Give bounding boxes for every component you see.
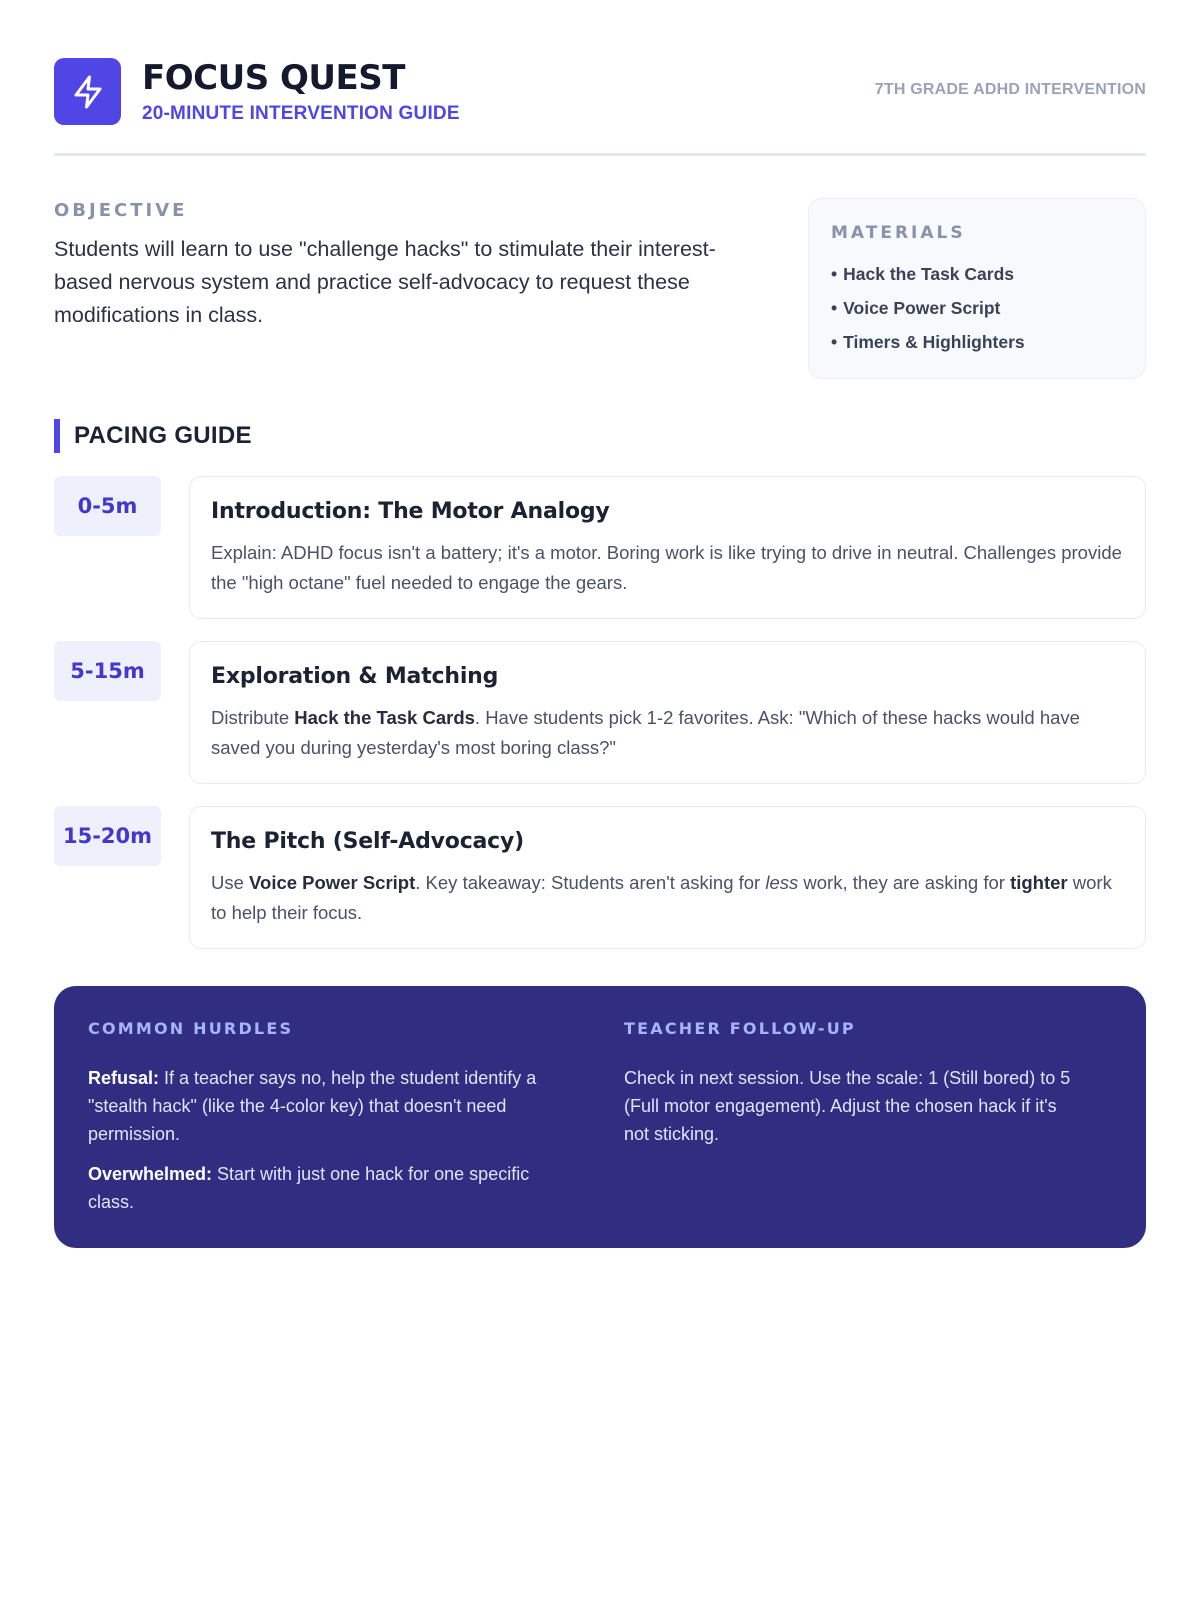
pacing-step — [54, 476, 1146, 619]
grade-label: 7TH GRADE ADHD INTERVENTION — [874, 81, 1146, 98]
hurdle-item: Overwhelmed: Start with just one hack for one specific class. — [88, 1164, 530, 1212]
pacing-step-card — [189, 476, 1146, 619]
pacing-step-description: Distribute Hack the Task Cards. Have students pick 1-2 favorites. Ask: "Which of these hacks would have saved you during yesterday's most boring class?" — [211, 707, 1080, 758]
pacing-step-title: Introduction: The Motor Analogy — [211, 499, 610, 524]
objective-text: Students will learn to use "challenge hacks" to stimulate their interest-based nervous system and practice self-advocacy to request these modifications in class. — [54, 237, 716, 327]
pacing-step-card — [189, 806, 1146, 949]
teacher-follow-up-text: Check in next session. Use the scale: 1 (Still bored) to 5 (Full motor engagement). Adjust the chosen hack if it's not sticking. — [624, 1068, 1071, 1144]
materials-item: • Timers & Highlighters — [831, 325, 1123, 359]
time-chip: 0-5m — [54, 476, 161, 536]
common-hurdles-heading: COMMON HURDLES — [88, 1019, 294, 1038]
hurdles-panel — [54, 986, 1146, 1248]
pacing-step-description: Use Voice Power Script. Key takeaway: Students aren't asking for less work, they are asking for tighter work to help their focus. — [211, 872, 1112, 923]
objective-heading: OBJECTIVE — [54, 200, 188, 221]
pacing-step — [54, 641, 1146, 784]
pacing-step-description: Explain: ADHD focus isn't a battery; it's a motor. Boring work is like trying to drive in neutral. Challenges provide the "high octane" fuel needed to engage the gears. — [211, 542, 1122, 593]
pacing-step — [54, 806, 1146, 949]
pacing-step-title: Exploration & Matching — [211, 664, 499, 689]
time-chip: 5-15m — [54, 641, 161, 701]
page-subtitle: 20-MINUTE INTERVENTION GUIDE — [142, 103, 460, 124]
teacher-follow-up-column — [624, 1019, 1084, 1148]
materials-item: • Voice Power Script — [831, 291, 1123, 325]
materials-list — [831, 257, 1123, 359]
pacing-step-title: The Pitch (Self-Advocacy) — [211, 829, 525, 854]
page-header — [54, 56, 1146, 156]
teacher-follow-up-heading: TEACHER FOLLOW-UP — [624, 1019, 856, 1038]
page-title: FOCUS QUEST — [142, 58, 405, 98]
materials-heading: MATERIALS — [831, 223, 966, 243]
common-hurdles-column — [88, 1019, 548, 1216]
time-chip: 15-20m — [54, 806, 161, 866]
pacing-guide-heading: PACING GUIDE — [54, 419, 252, 453]
materials-item: • Hack the Task Cards — [831, 257, 1123, 291]
pacing-step-card — [189, 641, 1146, 784]
objective-section — [54, 200, 734, 332]
materials-card — [808, 198, 1146, 379]
lightning-bolt-icon — [54, 58, 121, 125]
hurdle-item: Refusal: If a teacher says no, help the student identify a "stealth hack" (like the 4-color key) that doesn't need permission. — [88, 1068, 537, 1144]
